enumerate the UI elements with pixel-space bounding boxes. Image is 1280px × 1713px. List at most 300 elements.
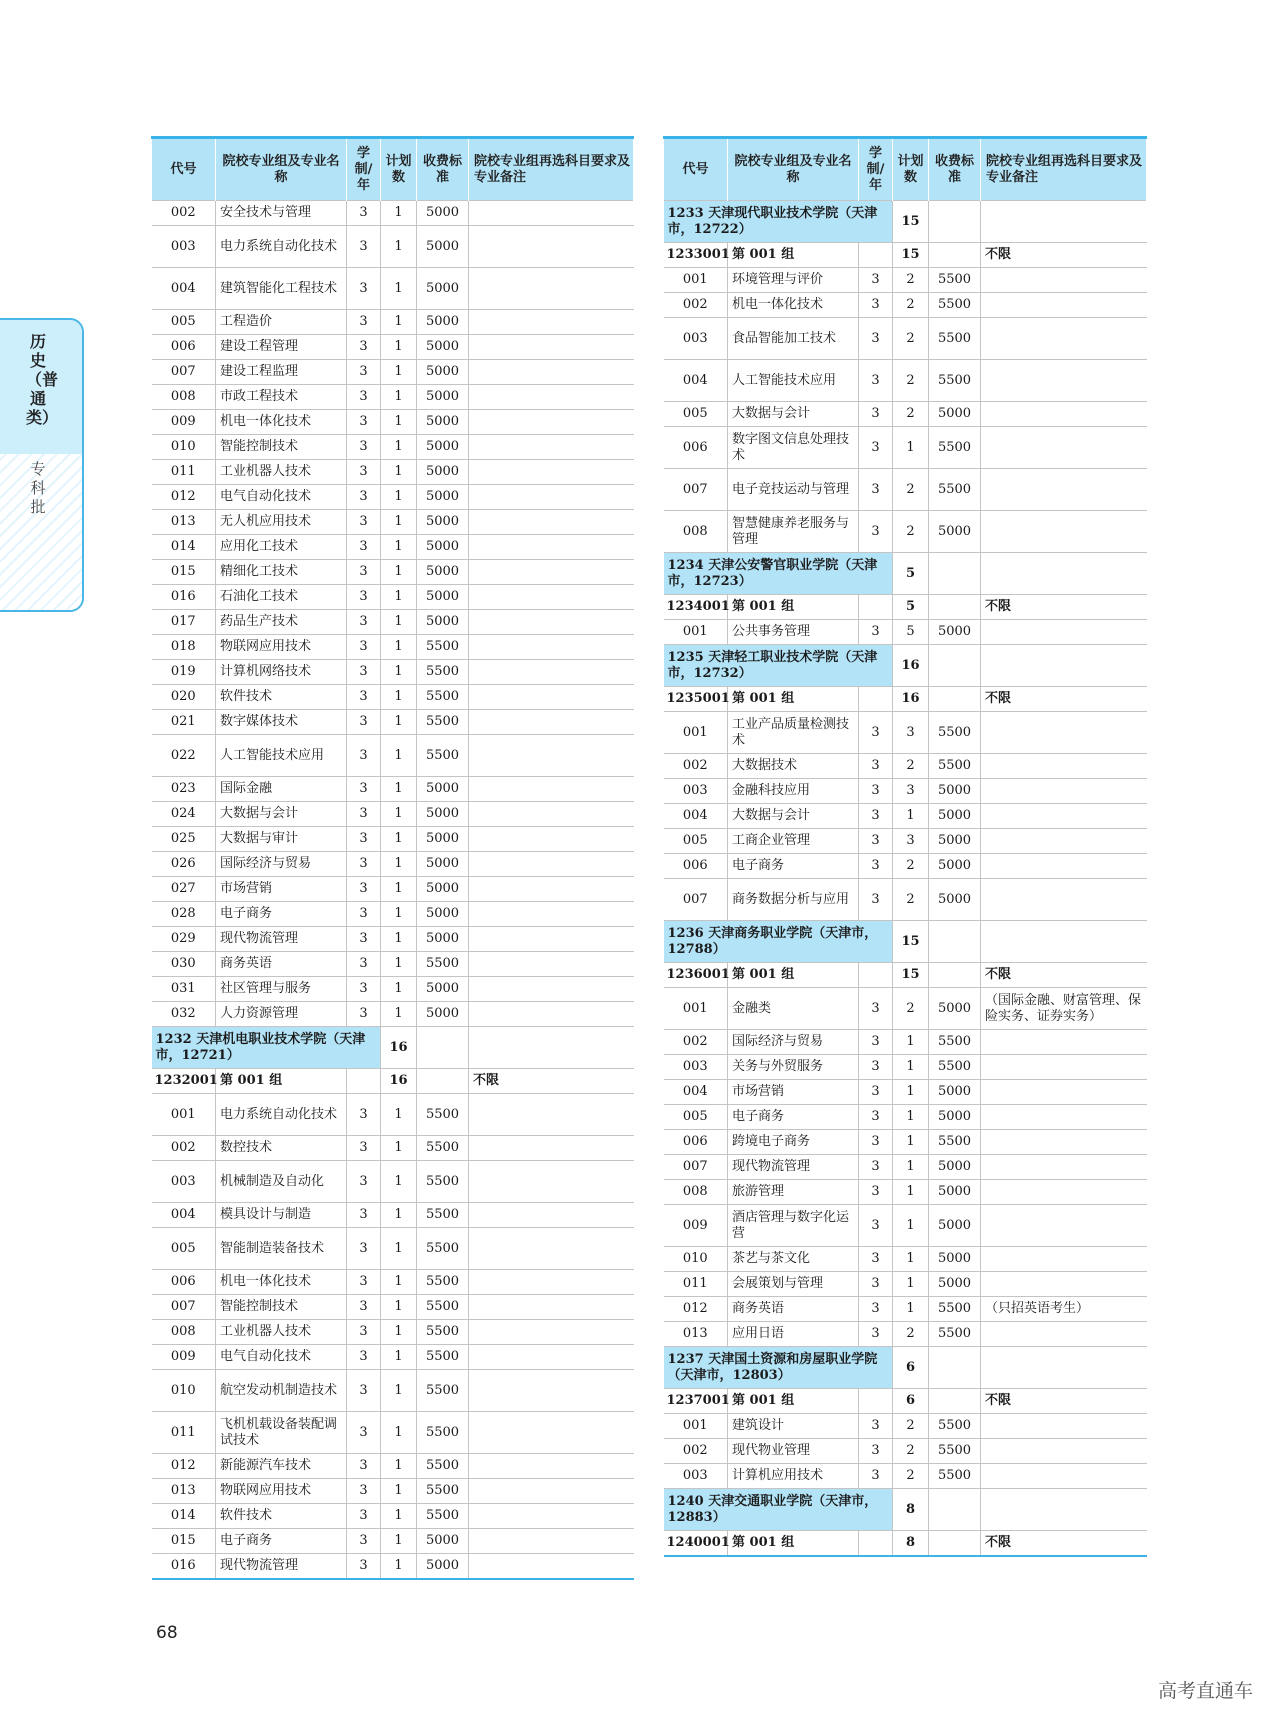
major-code: 010: [152, 435, 216, 460]
requirement-note: 不限: [981, 963, 1147, 988]
years-value: 3: [347, 877, 381, 902]
side-tab-category: 历史（普通类）: [26, 332, 59, 427]
major-code: 002: [152, 1136, 216, 1161]
plan-count: 5: [893, 595, 929, 620]
header-years: 学制/年: [859, 138, 893, 201]
major-row: [152, 1203, 634, 1228]
major-name: 精细化工技术: [216, 560, 347, 585]
major-row: [664, 1414, 1147, 1439]
years-value: 3: [859, 1414, 893, 1439]
major-code: 005: [152, 310, 216, 335]
requirement-note: [981, 427, 1147, 469]
requirement-note: [469, 635, 634, 660]
years-value: 3: [859, 1247, 893, 1272]
school-name: 1233 天津现代职业技术学院（天津市，12722）: [664, 201, 893, 243]
years-value: 3: [347, 410, 381, 435]
major-name: 数字媒体技术: [216, 710, 347, 735]
major-code: 003: [664, 318, 728, 360]
major-name: 大数据技术: [728, 754, 859, 779]
fee-value: 5000: [929, 1180, 981, 1205]
major-code: 016: [152, 585, 216, 610]
fee-value: 5500: [929, 712, 981, 754]
plan-count: 5: [893, 553, 929, 595]
group-name: 第 001 组: [216, 1069, 347, 1094]
table-header: [152, 138, 634, 201]
major-code: 031: [152, 977, 216, 1002]
group-code: 1235001: [664, 687, 728, 712]
years-value: 3: [347, 977, 381, 1002]
fee-value: 5000: [417, 902, 469, 927]
major-code: 020: [152, 685, 216, 710]
plan-count: 1: [381, 460, 417, 485]
plan-count: 1: [893, 427, 929, 469]
school-name: 1232 天津机电职业技术学院（天津市，12721）: [152, 1027, 381, 1069]
major-row: [152, 735, 634, 777]
requirement-note: [981, 1439, 1147, 1464]
fee-value: 5000: [417, 1529, 469, 1554]
watermark-text: 高考直通车: [1158, 1680, 1254, 1702]
major-name: 旅游管理: [728, 1180, 859, 1205]
major-name: 工商企业管理: [728, 829, 859, 854]
fee-value: 5500: [929, 469, 981, 511]
group-row: [664, 1389, 1147, 1414]
group-code: 1233001: [664, 243, 728, 268]
major-name: 市场营销: [216, 877, 347, 902]
years-value: 3: [347, 902, 381, 927]
requirement-note: [469, 226, 634, 268]
fee-value: 5000: [417, 268, 469, 310]
fee-value: 5500: [929, 1130, 981, 1155]
major-code: 016: [152, 1554, 216, 1580]
school-row: [664, 553, 1147, 595]
major-row: [152, 1504, 634, 1529]
school-row: [664, 1489, 1147, 1531]
plan-count: 1: [381, 1228, 417, 1270]
fee-cell: [929, 921, 981, 963]
major-code: 003: [152, 1161, 216, 1203]
plan-count: 1: [893, 804, 929, 829]
major-code: 010: [152, 1370, 216, 1412]
major-row: [152, 385, 634, 410]
years-value: 3: [347, 852, 381, 877]
plan-count: 2: [893, 1439, 929, 1464]
fee-value: 5000: [417, 1002, 469, 1027]
major-code: 001: [664, 988, 728, 1030]
major-code: 023: [152, 777, 216, 802]
plan-count: 1: [381, 1479, 417, 1504]
years-value: 3: [859, 1297, 893, 1322]
requirement-note: [981, 402, 1147, 427]
major-name: 电气自动化技术: [216, 485, 347, 510]
plan-count: 1: [381, 635, 417, 660]
fee-value: 5500: [417, 1295, 469, 1320]
major-code: 028: [152, 902, 216, 927]
major-row: [664, 620, 1147, 645]
fee-cell: [929, 645, 981, 687]
plan-count: 2: [893, 360, 929, 402]
requirement-note: [469, 460, 634, 485]
major-row: [152, 1345, 634, 1370]
major-name: 环境管理与评价: [728, 268, 859, 293]
major-row: [152, 1136, 634, 1161]
plan-count: 1: [893, 1272, 929, 1297]
major-row: [664, 754, 1147, 779]
requirement-note: [469, 927, 634, 952]
requirement-note: [469, 802, 634, 827]
years-value: 3: [347, 1504, 381, 1529]
major-row: [152, 977, 634, 1002]
major-row: [664, 1322, 1147, 1347]
major-code: 003: [664, 1055, 728, 1080]
major-row: [152, 1529, 634, 1554]
years-value: 3: [859, 620, 893, 645]
plan-count: 1: [381, 1554, 417, 1580]
major-row: [152, 1295, 634, 1320]
fee-value: 5000: [929, 779, 981, 804]
years-value: 3: [859, 1080, 893, 1105]
plan-count: 1: [381, 685, 417, 710]
major-row: [152, 1320, 634, 1345]
years-value: 3: [347, 535, 381, 560]
major-code: 021: [152, 710, 216, 735]
requirement-note: [981, 620, 1147, 645]
plan-count: 2: [893, 879, 929, 921]
major-code: 008: [152, 385, 216, 410]
major-name: 安全技术与管理: [216, 201, 347, 226]
fee-value: 5500: [929, 293, 981, 318]
group-name: 第 001 组: [728, 243, 859, 268]
major-code: 006: [664, 1130, 728, 1155]
requirement-note: [469, 1479, 634, 1504]
years-value: 3: [859, 829, 893, 854]
requirement-note: [469, 535, 634, 560]
plan-count: 1: [893, 1030, 929, 1055]
plan-count: 1: [381, 1203, 417, 1228]
major-code: 011: [152, 1412, 216, 1454]
major-name: 大数据与会计: [216, 802, 347, 827]
requirement-note: [981, 293, 1147, 318]
fee-cell: [929, 1531, 981, 1557]
major-row: [664, 1464, 1147, 1489]
fee-value: 5000: [417, 510, 469, 535]
major-name: 现代物流管理: [728, 1155, 859, 1180]
major-name: 飞机机载设备装配调试技术: [216, 1412, 347, 1454]
table-header: [664, 138, 1147, 201]
requirement-note: [981, 1155, 1147, 1180]
major-code: 007: [664, 469, 728, 511]
years-value: 3: [859, 360, 893, 402]
fee-value: 5500: [417, 735, 469, 777]
major-name: 电子商务: [216, 902, 347, 927]
years-value: 3: [347, 268, 381, 310]
fee-value: 5500: [417, 1412, 469, 1454]
group-row: [152, 1069, 634, 1094]
years-value: 3: [347, 827, 381, 852]
requirement-note: [469, 1094, 634, 1136]
fee-cell: [929, 1489, 981, 1531]
major-row: [152, 802, 634, 827]
school-name: 1234 天津公安警官职业学院（天津市，12723）: [664, 553, 893, 595]
major-code: 025: [152, 827, 216, 852]
years-value: 3: [347, 585, 381, 610]
major-code: 030: [152, 952, 216, 977]
plan-count: 1: [381, 1320, 417, 1345]
plan-count: 1: [381, 1529, 417, 1554]
plan-count: 1: [381, 735, 417, 777]
requirement-note: [469, 1295, 634, 1320]
major-name: 大数据与会计: [728, 804, 859, 829]
major-row: [664, 402, 1147, 427]
years-value: 3: [347, 1479, 381, 1504]
plan-count: 2: [893, 402, 929, 427]
plan-count: 1: [381, 977, 417, 1002]
major-code: 004: [664, 804, 728, 829]
major-row: [664, 829, 1147, 854]
major-code: 026: [152, 852, 216, 877]
plan-count: 1: [381, 510, 417, 535]
requirement-cell: [469, 1027, 634, 1069]
plan-count: 1: [893, 1180, 929, 1205]
major-code: 013: [152, 510, 216, 535]
group-name: 第 001 组: [728, 687, 859, 712]
years-value: 3: [347, 385, 381, 410]
fee-value: 5500: [417, 1270, 469, 1295]
requirement-cell: [981, 1347, 1147, 1389]
plan-count: 1: [893, 1105, 929, 1130]
years-value: 3: [859, 1322, 893, 1347]
fee-cell: [929, 1389, 981, 1414]
header-code: 代号: [152, 138, 216, 201]
fee-value: 5500: [417, 635, 469, 660]
major-name: 商务英语: [728, 1297, 859, 1322]
plan-count: 2: [893, 511, 929, 553]
major-code: 011: [152, 460, 216, 485]
fee-value: 5000: [929, 1247, 981, 1272]
requirement-note: [469, 485, 634, 510]
group-row: [664, 963, 1147, 988]
major-row: [152, 877, 634, 902]
years-cell: [859, 1531, 893, 1557]
years-value: 3: [347, 560, 381, 585]
major-name: 工业机器人技术: [216, 1320, 347, 1345]
plan-count: 1: [381, 1136, 417, 1161]
years-value: 3: [347, 1270, 381, 1295]
plan-count: 6: [893, 1347, 929, 1389]
fee-value: 5000: [929, 402, 981, 427]
major-name: 工业产品质量检测技术: [728, 712, 859, 754]
major-code: 007: [664, 879, 728, 921]
header-name: 院校专业组及专业名称: [728, 138, 859, 201]
school-row: [664, 1347, 1147, 1389]
requirement-note: [981, 268, 1147, 293]
years-value: 3: [347, 360, 381, 385]
requirement-note: [469, 852, 634, 877]
requirement-note: [981, 1414, 1147, 1439]
years-value: 3: [347, 610, 381, 635]
major-code: 007: [664, 1155, 728, 1180]
major-row: [152, 1370, 634, 1412]
major-row: [152, 410, 634, 435]
header-plan: 计划数: [381, 138, 417, 201]
plan-count: 16: [381, 1027, 417, 1069]
plan-count: 1: [893, 1297, 929, 1322]
major-name: 人工智能技术应用: [216, 735, 347, 777]
fee-value: 5500: [929, 1030, 981, 1055]
major-code: 015: [152, 560, 216, 585]
requirement-note: 不限: [981, 1389, 1147, 1414]
major-code: 003: [152, 226, 216, 268]
fee-value: 5000: [929, 511, 981, 553]
major-code: 001: [664, 268, 728, 293]
years-value: 3: [347, 1345, 381, 1370]
requirement-note: [981, 469, 1147, 511]
major-row: [152, 1554, 634, 1580]
major-code: 015: [152, 1529, 216, 1554]
fee-value: 5000: [929, 804, 981, 829]
major-row: [152, 1454, 634, 1479]
fee-value: 5000: [929, 854, 981, 879]
major-row: [152, 1412, 634, 1454]
fee-value: 5500: [929, 1055, 981, 1080]
fee-value: 5000: [929, 988, 981, 1030]
requirement-note: [469, 1504, 634, 1529]
years-value: 3: [859, 1130, 893, 1155]
major-code: 017: [152, 610, 216, 635]
years-value: 3: [347, 226, 381, 268]
major-name: 大数据与会计: [728, 402, 859, 427]
years-value: 3: [859, 754, 893, 779]
major-code: 009: [664, 1205, 728, 1247]
fee-value: 5000: [417, 777, 469, 802]
requirement-note: [981, 829, 1147, 854]
major-row: [664, 1297, 1147, 1322]
major-code: 012: [152, 1454, 216, 1479]
major-code: 032: [152, 1002, 216, 1027]
major-row: [664, 879, 1147, 921]
side-category-tab: [0, 318, 84, 612]
major-code: 001: [664, 620, 728, 645]
requirement-note: [981, 360, 1147, 402]
years-value: 3: [347, 1203, 381, 1228]
requirement-note: [981, 804, 1147, 829]
major-row: [664, 1105, 1147, 1130]
school-row: [664, 645, 1147, 687]
plan-count: 1: [381, 660, 417, 685]
requirement-note: [469, 777, 634, 802]
fee-value: 5000: [417, 1554, 469, 1580]
fee-cell: [417, 1069, 469, 1094]
plan-count: 1: [381, 385, 417, 410]
major-name: 电力系统自动化技术: [216, 1094, 347, 1136]
major-row: [152, 952, 634, 977]
major-name: 市政工程技术: [216, 385, 347, 410]
plan-count: 2: [893, 988, 929, 1030]
requirement-note: [981, 712, 1147, 754]
plan-count: 1: [381, 360, 417, 385]
fee-value: 5500: [417, 1320, 469, 1345]
major-code: 009: [152, 410, 216, 435]
major-row: [152, 660, 634, 685]
requirement-note: [469, 268, 634, 310]
major-name: 国际经济与贸易: [216, 852, 347, 877]
requirement-note: [469, 977, 634, 1002]
fee-cell: [929, 243, 981, 268]
requirement-note: [981, 1055, 1147, 1080]
major-row: [152, 585, 634, 610]
requirement-note: [981, 1272, 1147, 1297]
plan-count: 1: [381, 226, 417, 268]
fee-value: 5500: [417, 710, 469, 735]
major-name: 市场营销: [728, 1080, 859, 1105]
years-value: 3: [859, 1155, 893, 1180]
requirement-note: [469, 1161, 634, 1203]
plan-count: 15: [893, 921, 929, 963]
years-value: 3: [347, 201, 381, 226]
fee-value: 5000: [929, 879, 981, 921]
group-name: 第 001 组: [728, 1531, 859, 1557]
major-row: [152, 485, 634, 510]
major-row: [152, 1002, 634, 1027]
fee-value: 5000: [417, 927, 469, 952]
plan-count: 1: [893, 1130, 929, 1155]
plan-count: 15: [893, 243, 929, 268]
fee-value: 5000: [417, 310, 469, 335]
fee-value: 5500: [929, 1464, 981, 1489]
years-value: 3: [347, 1161, 381, 1203]
years-value: 3: [347, 710, 381, 735]
major-code: 003: [664, 779, 728, 804]
plan-count: 1: [381, 877, 417, 902]
major-code: 006: [152, 1270, 216, 1295]
years-value: 3: [347, 777, 381, 802]
major-name: 茶艺与茶文化: [728, 1247, 859, 1272]
group-row: [664, 1531, 1147, 1557]
major-row: [664, 511, 1147, 553]
major-code: 004: [152, 1203, 216, 1228]
years-value: 3: [859, 854, 893, 879]
plan-count: 1: [381, 710, 417, 735]
plan-count: 1: [381, 1504, 417, 1529]
major-name: 智能控制技术: [216, 435, 347, 460]
requirement-note: 不限: [981, 595, 1147, 620]
requirement-note: [469, 510, 634, 535]
requirement-note: [469, 385, 634, 410]
fee-cell: [929, 553, 981, 595]
requirement-note: [981, 1247, 1147, 1272]
years-value: 3: [347, 1412, 381, 1454]
major-name: 软件技术: [216, 1504, 347, 1529]
major-row: [152, 310, 634, 335]
years-value: 3: [347, 1295, 381, 1320]
major-name: 建设工程监理: [216, 360, 347, 385]
major-name: 电子商务: [728, 854, 859, 879]
major-name: 航空发动机制造技术: [216, 1370, 347, 1412]
fee-value: 5500: [417, 1094, 469, 1136]
requirement-note: [469, 710, 634, 735]
requirement-note: [981, 779, 1147, 804]
major-code: 006: [152, 335, 216, 360]
major-code: 008: [664, 1180, 728, 1205]
major-name: 金融类: [728, 988, 859, 1030]
years-value: 3: [859, 879, 893, 921]
major-name: 软件技术: [216, 685, 347, 710]
years-value: 3: [859, 1205, 893, 1247]
major-code: 011: [664, 1272, 728, 1297]
plan-count: 1: [893, 1205, 929, 1247]
years-value: 3: [347, 510, 381, 535]
plan-count: 2: [893, 268, 929, 293]
requirement-note: （国际金融、财富管理、保险实务、证券实务）: [981, 988, 1147, 1030]
